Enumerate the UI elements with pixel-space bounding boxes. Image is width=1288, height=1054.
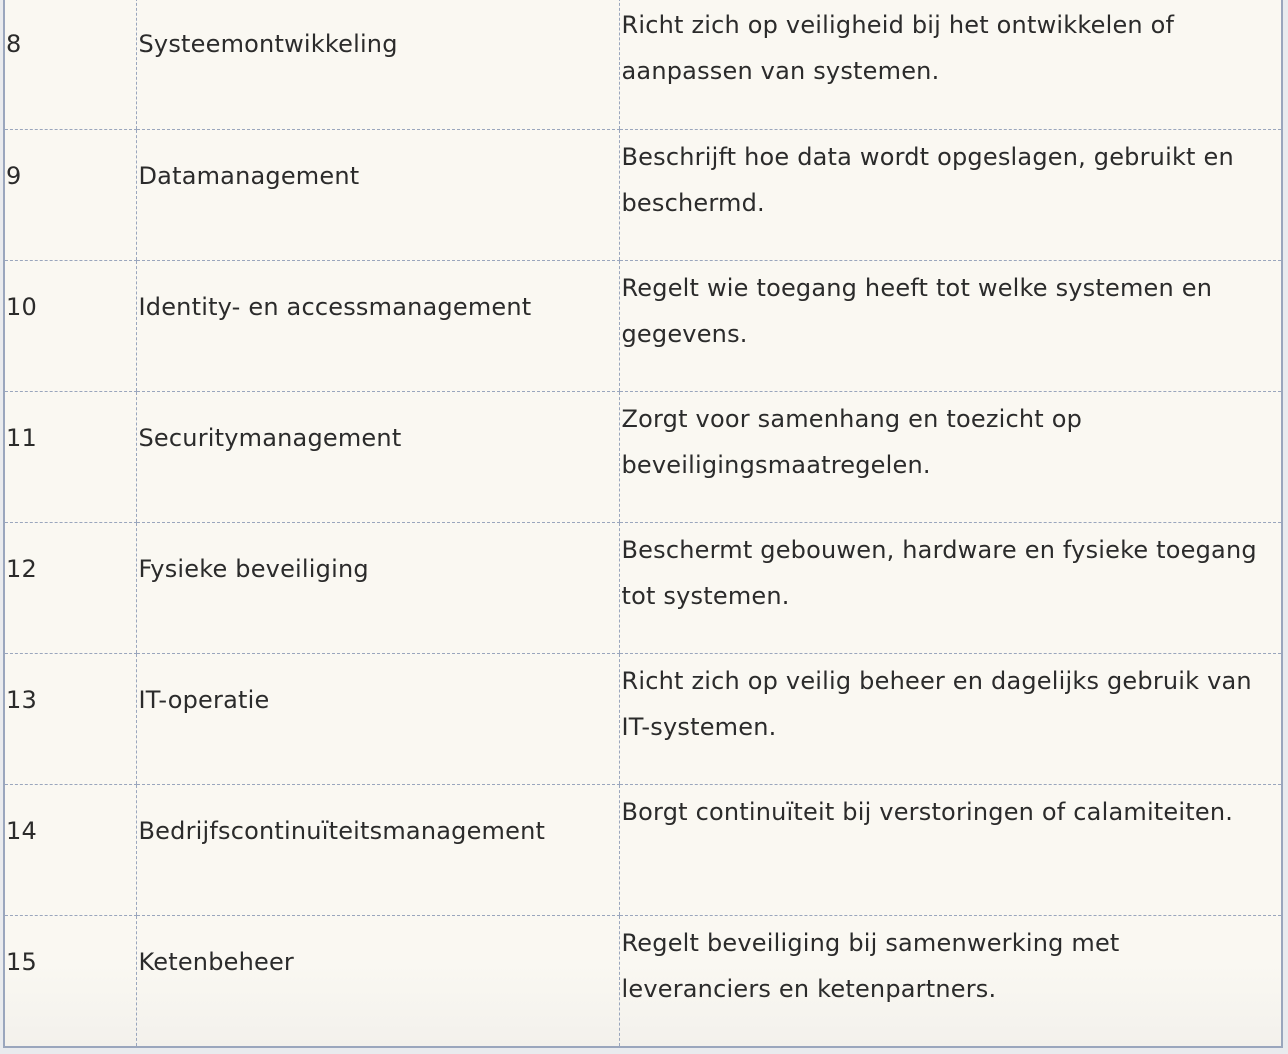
- table-row: [5, 129, 1281, 260]
- row-number: 9: [5, 129, 136, 260]
- domain-name: Ketenbeheer: [136, 915, 619, 1046]
- row-number: 8: [5, 0, 136, 129]
- table-row: [5, 260, 1281, 391]
- row-number: 10: [5, 260, 136, 391]
- row-number: 15: [6, 947, 37, 976]
- security-domains-table: [5, 0, 1281, 1046]
- table-container: [3, 0, 1283, 1048]
- table-row: [5, 522, 1281, 653]
- domain-description: Beschermt gebouwen, hardware en fysieke toegang tot systemen.: [619, 522, 1281, 653]
- row-number: 14: [5, 784, 136, 915]
- table-row: [5, 653, 1281, 784]
- domain-name: Datamanagement: [136, 129, 619, 260]
- domain-description: Richt zich op veiligheid bij het ontwikkelen of aanpassen van systemen.: [619, 0, 1281, 129]
- domain-name: IT-operatie: [136, 653, 619, 784]
- domain-name: Bedrijfscontinuïteitsmanagement: [136, 784, 619, 915]
- row-number: 13: [5, 653, 136, 784]
- table-row: [5, 784, 1281, 915]
- domain-name: Identity- en accessmanagement: [136, 260, 619, 391]
- domain-name: Securitymanagement: [136, 391, 619, 522]
- table-body: [5, 0, 1281, 1046]
- row-number: 12: [5, 522, 136, 653]
- domain-description: Beschrijft hoe data wordt opgeslagen, gebruikt en beschermd.: [619, 129, 1281, 260]
- domain-description: Regelt beveiliging bij samenwerking met leveranciers en ketenpartners.: [619, 915, 1281, 1046]
- table-row: [5, 915, 1281, 1046]
- row-number: 11: [5, 391, 136, 522]
- table-row: [5, 0, 1281, 129]
- domain-description: Richt zich op veilig beheer en dagelijks gebruik van IT-systemen.: [619, 653, 1281, 784]
- domain-description: Regelt wie toegang heeft tot welke systemen en gegevens.: [619, 260, 1281, 391]
- domain-name: Fysieke beveiliging: [136, 522, 619, 653]
- table-row: [5, 391, 1281, 522]
- domain-name: Systeemontwikkeling: [136, 0, 619, 129]
- domain-description: Borgt continuïteit bij verstoringen of calamiteiten.: [619, 784, 1281, 915]
- domain-description: Zorgt voor samenhang en toezicht op beveiligingsmaatregelen.: [619, 391, 1281, 522]
